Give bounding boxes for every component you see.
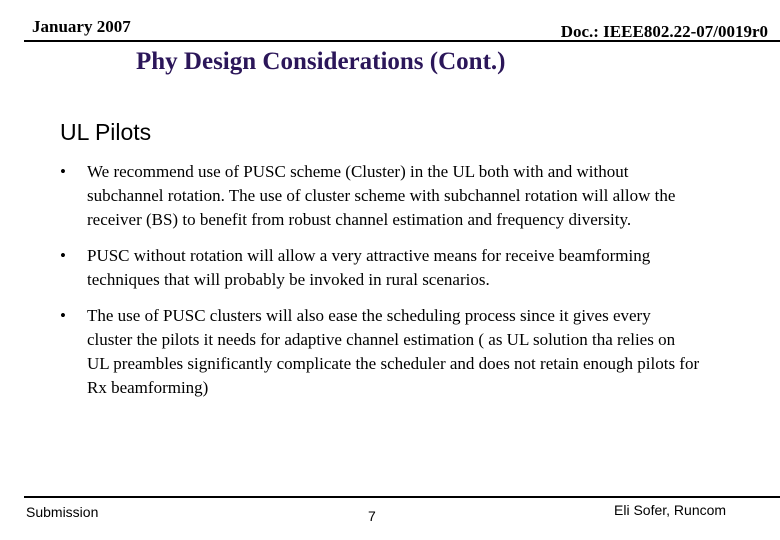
page-number: 7 [368,508,376,524]
slide-title: Phy Design Considerations (Cont.) [136,48,506,75]
bullet-item [60,244,700,292]
bullet-dot-icon: • [60,246,66,265]
bullet-item [60,160,700,232]
footer-rule [24,496,780,498]
bullet-text: We recommend use of PUSC scheme (Cluster) in the UL both with and without subchannel rotation. The use of cluster scheme with subchannel rotation will allow the receiver (BS) to benefit from robust channel estimation and frequency diversity. [87,162,676,229]
bullet-item [60,304,700,400]
bullet-dot-icon: • [60,162,66,181]
bullet-list [60,160,700,412]
header-doc-id: Doc.: IEEE802.22-07/0019r0 [560,22,768,41]
header-date: January 2007 [32,17,131,36]
footer-submission: Submission [26,504,99,520]
bullet-text: PUSC without rotation will allow a very attractive means for receive beamforming techniques that will probably be invoked in rural scenarios. [87,246,651,289]
footer-author: Eli Sofer, Runcom [614,502,727,518]
bullet-text: The use of PUSC clusters will also ease the scheduling process since it gives every cluster the pilots it needs for adaptive channel estimation ( as UL solution tha relies on UL preambles significantly complicate the scheduler and does not retain enough pilots for Rx beamforming) [87,306,700,397]
bullet-dot-icon: • [60,306,66,325]
header-rule [24,40,780,42]
section-heading: UL Pilots [60,119,152,145]
